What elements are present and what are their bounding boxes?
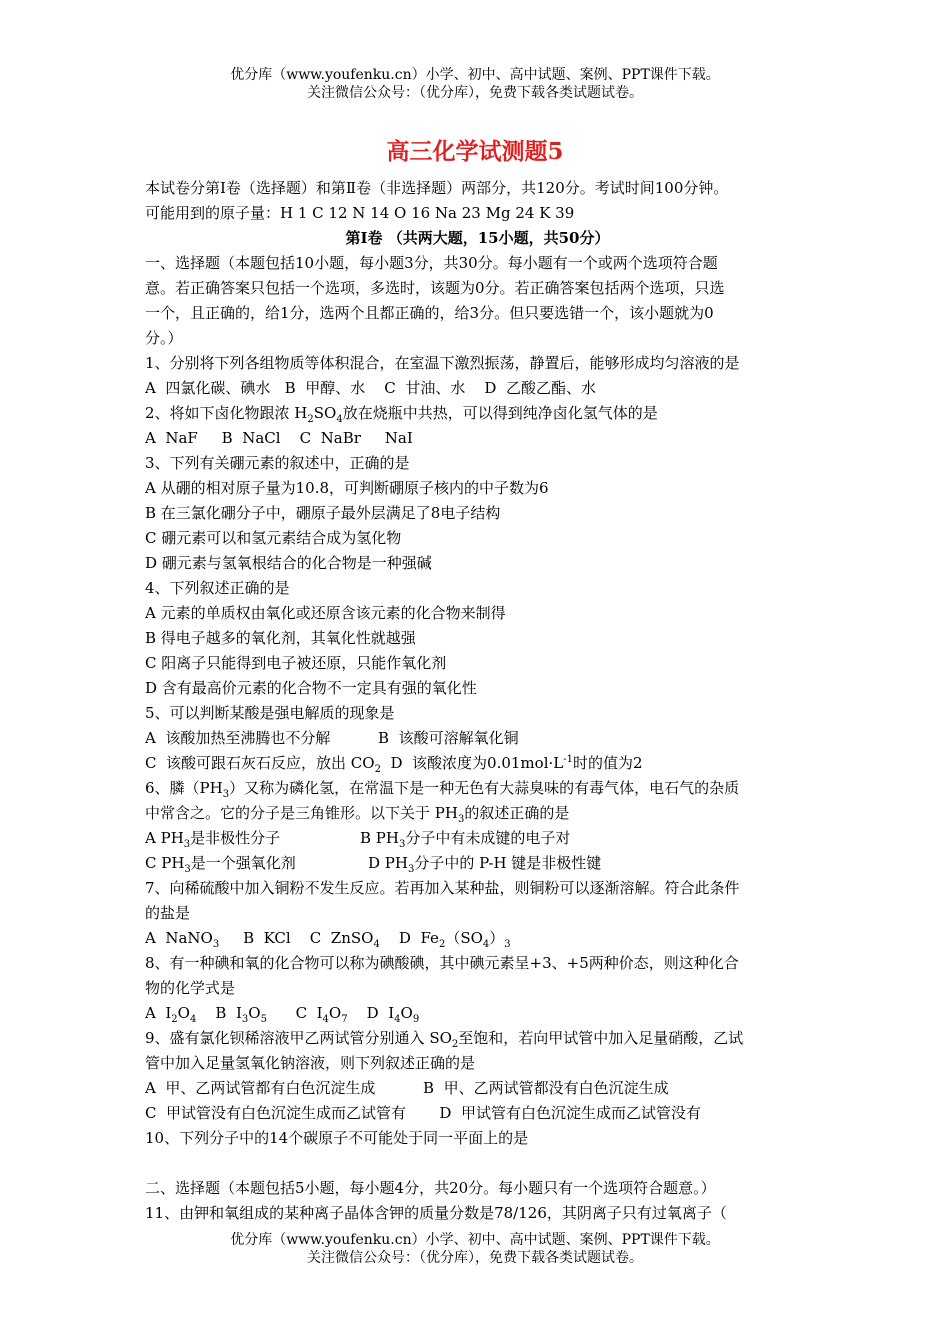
question-9-options-cd: C 甲试管没有白色沉淀生成而乙试管有 D 甲试管有白色沉淀生成而乙试管没有 [145, 1104, 701, 1122]
question-8-stem: 物的化学式是 [145, 979, 236, 997]
exam-body [145, 176, 810, 1226]
question-4-stem: 4、下列叙述正确的是 [145, 579, 290, 597]
intro-line: 本试卷分第Ⅰ卷（选择题）和第Ⅱ卷（非选择题）两部分，共120分。考试时间100分钟。 [145, 179, 729, 197]
question-2-stem: 2、将如下卤化物跟浓 $H_2SO_4$放在烧瓶中共热，可以得到纯净卤化氢气体的是 [145, 404, 658, 425]
question-7-options: A NaNO$_3$ B KCl C ZnSO$_4$ D $Fe_2(SO_4)_3$ [145, 929, 511, 950]
footer-line-2: 关注微信公众号：（优分库），免费下载各类试题试卷。 [307, 1250, 643, 1266]
section1-instructions: 分。） [145, 329, 183, 347]
question-9-options-ab: A 甲、乙两试管都有白色沉淀生成 B 甲、乙两试管都没有白色沉淀生成 [145, 1079, 669, 1097]
header-line-2: 关注微信公众号：（优分库），免费下载各类试题试卷。 [307, 85, 643, 101]
question-8-stem: 8、有一种碘和氧的化合物可以称为碘酸碘，其中碘元素呈+3、+5两种价态，则这种化合 [145, 954, 739, 972]
question-6-stem: 中常含之。它的分子是三角锥形。以下关于 $PH_3$的叙述正确的是 [145, 804, 570, 825]
question-4-option-a: A 元素的单质权由氧化或还原含该元素的化合物来制得 [145, 604, 506, 622]
page-title: 高三化学试测题5 [386, 138, 564, 165]
question-5-options-ab: A 该酸加热至沸腾也不分解 B 该酸可溶解氧化铜 [145, 729, 519, 747]
footer-line-1: 优分库（www.youfenku.cn）小学、初中、高中试题、案例、PPT课件下载。 [230, 1232, 720, 1248]
section1-instructions: 一个，且正确的，给1分，选两个且都正确的，给3分。但只要选错一个，该小题就为0 [145, 304, 714, 322]
section1-instructions: 一、选择题（本题包括10小题，每小题3分，共30分。每小题有一个或两个选项符合题 [145, 254, 718, 272]
part1-heading: 第Ⅰ卷 （共两大题，15小题，共50分） [345, 229, 610, 247]
question-1-options: A 四氯化碳、碘水 B 甲醇、水 C 甘油、水 D 乙酸乙酯、水 [145, 379, 596, 397]
page-footer [0, 1231, 950, 1267]
question-3-stem: 3、下列有关硼元素的叙述中，正确的是 [145, 454, 410, 472]
section1-instructions: 意。若正确答案只包括一个选项，多选时，该题为0分。若正确答案包括两个选项，只选 [145, 279, 725, 297]
question-3-option-b: B 在三氯化硼分子中，硼原子最外层满足了8电子结构 [145, 504, 501, 522]
question-2-options: A NaF B NaCl C NaBr NaI [145, 429, 413, 447]
question-10-stem: 10、下列分子中的14个碳原子不可能处于同一平面上的是 [145, 1129, 529, 1147]
question-5-stem: 5、可以判断某酸是强电解质的现象是 [145, 704, 395, 722]
question-5-options-cd: C 该酸可跟石灰石反应，放出 $CO_2$ D 该酸浓度为$0.01mol\cdot L^{-1}$时的值为2 [145, 754, 643, 775]
question-8-options: A $I_2O_4$ B $I_3O_5$ C $I_4O_7$ D $I_4O_9$ [145, 1004, 420, 1025]
question-3-option-a: A 从硼的相对原子量为10.8，可判断硼原子核内的中子数为6 [145, 479, 549, 497]
question-4-option-b: B 得电子越多的氧化剂，其氧化性就越强 [145, 629, 416, 647]
question-1-stem: 1、分别将下列各组物质等体积混合，在室温下激烈振荡，静置后，能够形成均匀溶液的是 [145, 354, 740, 372]
question-7-stem: 的盐是 [145, 904, 191, 922]
question-11-stem: 11、由钾和氧组成的某种离子晶体含钾的质量分数是78/126，其阴离子只有过氧离子（ [145, 1204, 727, 1222]
question-9-stem: 9、盛有氯化钡稀溶液甲乙两试管分别通入 $SO_2$至饱和，若向甲试管中加入足量硝酸，乙试 [145, 1029, 744, 1050]
header-line-1: 优分库（www.youfenku.cn）小学、初中、高中试题、案例、PPT课件下载。 [230, 67, 720, 83]
question-4-option-d: D 含有最高价元素的化合物不一定具有强的氧化性 [145, 679, 477, 697]
question-3-option-d: D 硼元素与氢氧根结合的化合物是一种强碱 [145, 554, 432, 572]
question-6-options-ab: A $PH_3$是非极性分子 B $PH_3$分子中有未成键的电子对 [145, 829, 571, 850]
intro-line: 可能用到的原子量：H 1 C 12 N 14 O 16 Na 23 Mg 24 K 39 [145, 204, 575, 222]
question-4-option-c: C 阳离子只能得到电子被还原，只能作氧化剂 [145, 654, 447, 672]
question-3-option-c: C 硼元素可以和氢元素结合成为氢化物 [145, 529, 402, 547]
section2-instructions: 二、选择题（本题包括5小题，每小题4分，共20分。每小题只有一个选项符合题意。） [145, 1179, 716, 1197]
question-9-stem: 管中加入足量氢氧化钠溶液，则下列叙述正确的是 [145, 1054, 476, 1072]
question-6-stem: 6、膦$(PH_3)$又称为磷化氢，在常温下是一种无色有大蒜臭味的有毒气体，电石气的杂质 [145, 779, 740, 800]
page-header [0, 66, 950, 102]
question-7-stem: 7、向稀硫酸中加入铜粉不发生反应。若再加入某种盐，则铜粉可以逐渐溶解。符合此条件 [145, 879, 740, 897]
question-6-options-cd: C $PH_3$是一个强氧化剂 D $PH_3$分子中的 P-H 键是非极性键 [145, 854, 602, 875]
